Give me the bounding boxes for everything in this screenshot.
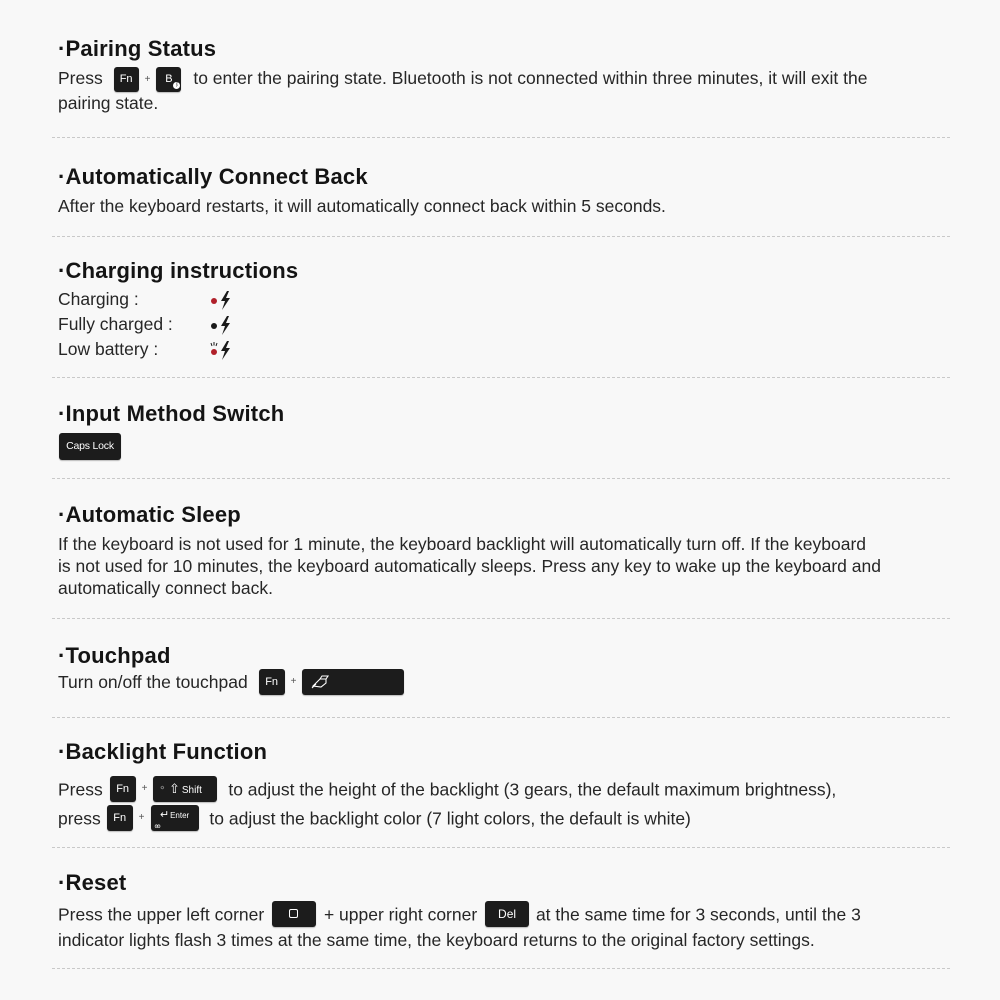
fn-key: Fn xyxy=(107,805,133,831)
plus-sign: + xyxy=(144,73,151,85)
bluetooth-icon: ᛒ xyxy=(175,82,179,88)
fn-key: Fn xyxy=(110,776,136,802)
section-title: ·Automatic Sleep xyxy=(58,502,241,527)
section-body xyxy=(58,67,950,114)
red-dot-bolt-icon xyxy=(210,289,236,311)
plus-sign: + xyxy=(290,676,297,687)
press-label: Press xyxy=(58,68,103,89)
section-body xyxy=(58,669,404,695)
section-title: ·Input Method Switch xyxy=(58,401,285,426)
plus-sign: + xyxy=(138,812,145,824)
row-label: Low battery : xyxy=(58,339,159,359)
caps-lock-key: Caps Lock xyxy=(59,433,121,460)
charging-indicator xyxy=(210,314,236,341)
fn-key: Fn xyxy=(114,67,139,92)
charging-row xyxy=(58,289,358,310)
section-title: ·Backlight Function xyxy=(58,739,268,764)
section-title: ·Reset xyxy=(58,870,127,895)
section-title: ·Touchpad xyxy=(58,643,171,668)
divider xyxy=(52,377,950,378)
charging-row xyxy=(58,339,358,360)
black-dot-bolt-icon xyxy=(210,314,236,336)
divider xyxy=(52,137,950,138)
shift-arrow-icon: ⇧ xyxy=(168,781,180,797)
square-icon xyxy=(289,909,298,918)
section-body: If the keyboard is not used for 1 minute, the keyboard backlight will automatically turn off. If the keyboard is not used for 10 minutes, the keyboard automatically sleeps. Press any key to wake up the keyboard and automatically connect back. xyxy=(58,534,881,598)
divider xyxy=(52,847,950,848)
section-title: ·Charging instructions xyxy=(58,258,299,283)
charging-indicator xyxy=(210,289,236,316)
shift-key: ⇧ Shift ☼ xyxy=(153,776,217,802)
backlight-icon: ☼ xyxy=(159,785,165,792)
enter-key: ↵Enter ꙭ xyxy=(151,805,199,831)
divider xyxy=(52,478,950,479)
charging-row xyxy=(58,314,358,335)
section-body: After the keyboard restarts, it will automatically connect back within 5 seconds. xyxy=(58,196,666,216)
touchpad-text: Turn on/off the touchpad xyxy=(58,672,248,692)
section-title: ·Pairing Status xyxy=(58,36,217,61)
divider xyxy=(52,236,950,237)
pairing-text-cont: pairing state. xyxy=(58,93,159,113)
reset-line-2: indicator lights flash 3 times at the same time, the keyboard returns to the original factory settings. xyxy=(58,930,815,950)
row-label: Charging : xyxy=(58,289,139,309)
backlight-line-2: press Fn + ↵Enter ꙭ to adjust the backlight color (7 light colors, the default is white) xyxy=(58,804,691,831)
divider xyxy=(52,618,950,619)
plus-sign: + xyxy=(141,783,148,795)
color-icon: ꙭ xyxy=(154,824,161,831)
divider xyxy=(52,717,950,718)
backlight-line-1: Press Fn + ⇧ Shift ☼ to adjust the height of the backlight (3 gears, the default maximum brightness), xyxy=(58,775,836,802)
divider xyxy=(52,968,950,969)
touchpad-icon xyxy=(310,674,332,690)
reset-line-1: Press the upper left corner + upper right corner Del at the same time for 3 seconds, until the 3 xyxy=(58,899,861,928)
pairing-text: to enter the pairing state. Bluetooth is not connected within three minutes, it will exit the xyxy=(193,68,868,89)
flashing-red-dot-bolt-icon xyxy=(210,339,236,361)
del-key: Del xyxy=(485,901,529,927)
enter-arrow-icon: ↵ xyxy=(159,809,170,822)
touchpad-key xyxy=(302,669,404,695)
fn-key: Fn xyxy=(259,669,285,695)
row-label: Fully charged : xyxy=(58,314,173,334)
charging-indicator xyxy=(210,339,236,366)
escape-key xyxy=(272,901,316,927)
b-key: B ᛒ xyxy=(156,67,181,92)
section-title: ·Automatically Connect Back xyxy=(58,164,368,189)
